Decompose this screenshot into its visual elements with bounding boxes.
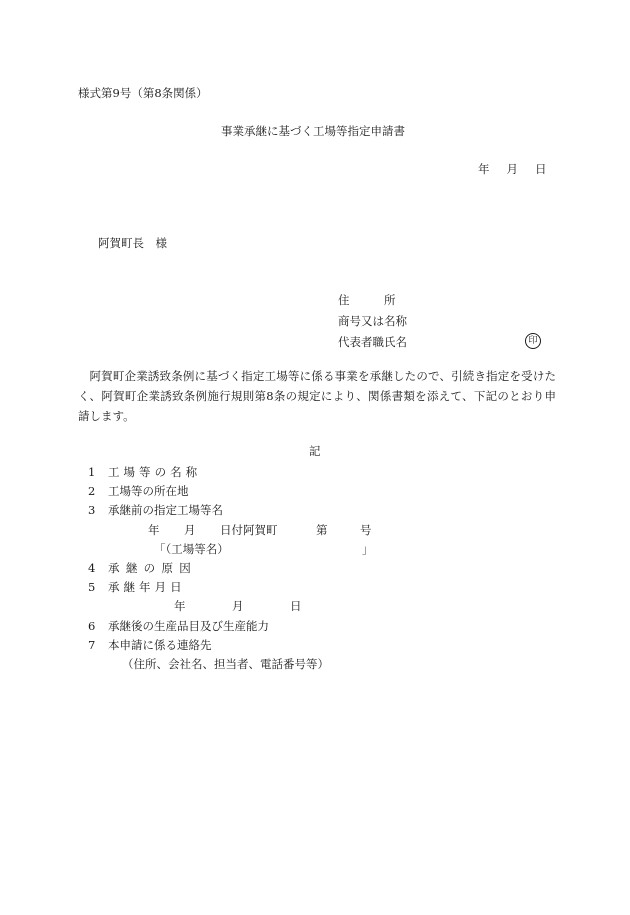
date-month: 月 — [506, 162, 518, 176]
succession-year: 年 — [174, 599, 186, 614]
item-label: 本申請に係る連絡先 — [108, 637, 212, 652]
ki-heading: 記 — [309, 444, 321, 458]
ref-dai: 第 — [316, 522, 328, 537]
list-item — [78, 463, 558, 482]
ref-year: 年 — [148, 522, 160, 537]
item-label: 承継年月日 — [108, 580, 186, 595]
item-label: 承継後の生産品目及び生産能力 — [108, 618, 269, 633]
form-number: 様式第9号（第8条関係） — [78, 86, 208, 100]
application-body: 阿賀町企業誘致条例に基づく指定工場等に係る事業を承継したので、引続き指定を受けたく、阿賀町企業誘致条例施行規則第8条の規定により、関係書類を添えて、下記のとおり申請します。 — [78, 369, 556, 423]
list-item — [78, 501, 558, 520]
ref-go: 号 — [360, 522, 372, 537]
item-number: 4 — [88, 560, 96, 575]
applicant-representative-label: 代表者職氏名 — [338, 335, 407, 349]
item-number: 2 — [88, 484, 96, 499]
item-number: 7 — [88, 637, 96, 652]
applicant-block — [338, 295, 407, 358]
item-number: 1 — [88, 465, 96, 479]
date-year: 年 — [478, 162, 490, 176]
ref-day-town: 日付阿賀町 — [220, 522, 278, 537]
item-number: 5 — [88, 580, 96, 595]
item-label: 工場等の名称 — [108, 465, 202, 479]
application-date — [478, 164, 547, 176]
contact-note: （住所、会社名、担当者、電話番号等） — [122, 656, 329, 671]
contact-note-line — [78, 655, 558, 674]
list-item — [78, 617, 558, 636]
item-label: 承継前の指定工場等名 — [108, 503, 223, 518]
list-item — [78, 636, 558, 655]
factory-name-open: 「（工場等名） — [154, 541, 229, 556]
item-label: 承継の原因 — [108, 560, 198, 575]
factory-name-line — [78, 540, 558, 559]
item-label: 工場等の所在地 — [108, 484, 189, 499]
succession-month: 月 — [232, 599, 244, 614]
designation-reference-line — [78, 521, 558, 540]
applicant-name-label: 商号又は名称 — [338, 314, 407, 328]
succession-date-line — [78, 597, 558, 616]
factory-name-close: 」 — [362, 541, 374, 556]
succession-day: 日 — [290, 599, 302, 614]
seal-mark: 印 — [525, 333, 541, 349]
addressee: 阿賀町長 様 — [98, 236, 167, 250]
list-item — [78, 578, 558, 597]
list-item — [78, 559, 558, 578]
ref-month: 月 — [184, 522, 196, 537]
item-number: 6 — [88, 618, 96, 633]
item-list — [78, 463, 558, 674]
applicant-address-label: 住 所 — [338, 293, 396, 307]
list-item — [78, 482, 558, 501]
item-number: 3 — [88, 503, 96, 518]
document-title: 事業承継に基づく工場等指定申請書 — [221, 124, 405, 138]
date-day: 日 — [535, 162, 547, 176]
